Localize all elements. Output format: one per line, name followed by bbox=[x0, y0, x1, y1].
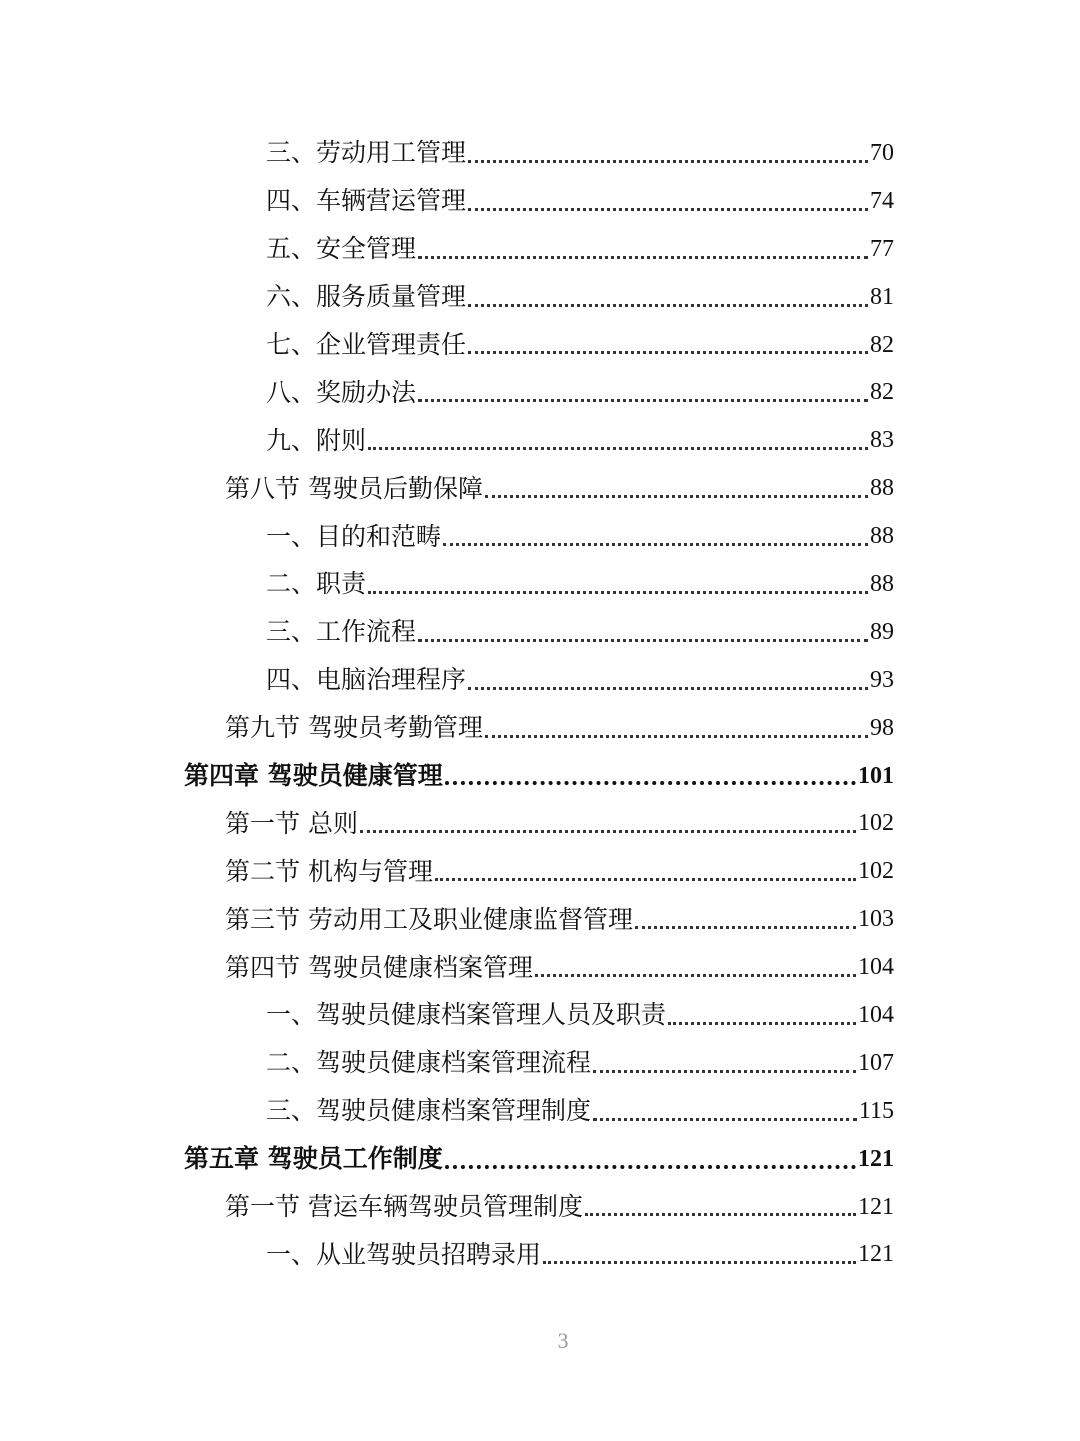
toc-subsection-entry bbox=[0, 560, 1080, 608]
toc-entry-page: 121 bbox=[858, 1145, 894, 1172]
toc-entry-title: 二、驾驶员健康档案管理流程 bbox=[266, 1048, 592, 1078]
toc-entry-page: 107 bbox=[858, 1049, 894, 1076]
toc-entry-title: 第二节 机构与管理 bbox=[225, 856, 433, 886]
toc-subsection-entry bbox=[0, 1039, 1080, 1087]
toc-dot-leader bbox=[368, 447, 868, 450]
toc-chapter-entry bbox=[0, 1135, 1080, 1183]
toc-entry-page: 88 bbox=[870, 475, 894, 502]
page-number: 3 bbox=[557, 1328, 569, 1353]
toc-entry-page: 103 bbox=[858, 906, 894, 933]
toc-dot-leader bbox=[593, 1070, 856, 1073]
toc-dot-leader bbox=[543, 1261, 856, 1264]
toc-entry-page: 82 bbox=[870, 331, 894, 358]
toc-dot-leader bbox=[360, 830, 856, 833]
toc-dot-leader bbox=[485, 735, 868, 738]
toc-entry-title: 一、从业驾驶员招聘录用 bbox=[266, 1239, 542, 1269]
toc-entry-title: 一、驾驶员健康档案管理人员及职责 bbox=[266, 1000, 667, 1030]
toc-dot-leader bbox=[593, 1118, 857, 1121]
toc-section-entry bbox=[0, 847, 1080, 895]
toc-entry-page: 115 bbox=[858, 1097, 894, 1124]
toc-dot-leader bbox=[445, 1165, 856, 1169]
toc-entry-page: 82 bbox=[870, 379, 894, 406]
toc-entry-title: 第一节 总则 bbox=[225, 808, 358, 838]
toc-entry-page: 74 bbox=[870, 187, 894, 214]
toc-subsection-entry bbox=[0, 321, 1080, 369]
toc-entry-title: 第四节 驾驶员健康档案管理 bbox=[225, 952, 533, 982]
toc-entry-title: 第一节 营运车辆驾驶员管理制度 bbox=[225, 1192, 583, 1222]
toc-entry-title: 四、电脑治理程序 bbox=[266, 665, 467, 695]
toc-entry-page: 104 bbox=[858, 1001, 894, 1028]
toc-entry-title: 第九节 驾驶员考勤管理 bbox=[225, 713, 483, 743]
toc-entry-page: 88 bbox=[870, 570, 894, 597]
toc-entry-page: 98 bbox=[870, 714, 894, 741]
toc-section-entry bbox=[0, 1183, 1080, 1231]
toc-entry-title: 六、服务质量管理 bbox=[266, 282, 467, 312]
toc-entry-page: 89 bbox=[870, 618, 894, 645]
toc-entry-page: 88 bbox=[870, 523, 894, 550]
toc-entry-page: 77 bbox=[870, 235, 894, 262]
toc-subsection-entry bbox=[0, 273, 1080, 321]
toc-entry-title: 五、安全管理 bbox=[266, 234, 417, 264]
toc-subsection-entry bbox=[0, 656, 1080, 704]
toc-entry-page: 102 bbox=[858, 810, 894, 837]
toc-dot-leader bbox=[468, 351, 868, 354]
toc-dot-leader bbox=[445, 781, 856, 785]
toc-dot-leader bbox=[535, 974, 856, 977]
toc-subsection-entry bbox=[0, 608, 1080, 656]
toc-entry-title: 二、职责 bbox=[266, 569, 367, 599]
toc-entry-title: 一、目的和范畴 bbox=[266, 521, 442, 551]
toc-section-entry bbox=[0, 943, 1080, 991]
toc-chapter-entry bbox=[0, 752, 1080, 800]
toc-entry-title: 第三节 劳动用工及职业健康监督管理 bbox=[225, 904, 633, 934]
toc-dot-leader bbox=[635, 926, 856, 929]
toc-entry-page: 104 bbox=[858, 954, 894, 981]
toc-subsection-entry bbox=[0, 225, 1080, 273]
toc-entry-title: 三、驾驶员健康档案管理制度 bbox=[266, 1096, 592, 1126]
toc-entry-page: 93 bbox=[870, 666, 894, 693]
toc-subsection-entry bbox=[0, 416, 1080, 464]
toc-entry-page: 83 bbox=[870, 427, 894, 454]
toc-entry-title: 九、附则 bbox=[266, 425, 367, 455]
toc-section-entry bbox=[0, 799, 1080, 847]
toc-dot-leader bbox=[468, 160, 868, 163]
toc-entry-title: 四、车辆营运管理 bbox=[266, 186, 467, 216]
toc-subsection-entry bbox=[0, 1230, 1080, 1278]
toc-subsection-entry bbox=[0, 129, 1080, 177]
table-of-contents bbox=[0, 129, 1080, 1278]
toc-entry-title: 八、奖励办法 bbox=[266, 377, 417, 407]
toc-dot-leader bbox=[368, 591, 868, 594]
toc-entry-title: 第五章 驾驶员工作制度 bbox=[184, 1144, 443, 1174]
toc-subsection-entry bbox=[0, 177, 1080, 225]
toc-dot-leader bbox=[468, 687, 868, 690]
toc-entry-title: 七、企业管理责任 bbox=[266, 330, 467, 359]
toc-dot-leader bbox=[418, 399, 868, 402]
toc-section-entry bbox=[0, 895, 1080, 943]
toc-entry-title: 第四章 驾驶员健康管理 bbox=[184, 761, 443, 791]
toc-dot-leader bbox=[435, 878, 856, 881]
toc-dot-leader bbox=[468, 208, 868, 211]
toc-dot-leader bbox=[418, 639, 868, 642]
toc-subsection-entry bbox=[0, 512, 1080, 560]
toc-section-entry bbox=[0, 704, 1080, 752]
toc-subsection-entry bbox=[0, 368, 1080, 416]
toc-entry-page: 121 bbox=[858, 1193, 894, 1220]
toc-dot-leader bbox=[418, 256, 868, 259]
toc-dot-leader bbox=[443, 543, 868, 546]
toc-dot-leader bbox=[485, 495, 868, 498]
toc-entry-title: 三、工作流程 bbox=[266, 617, 417, 647]
toc-entry-page: 81 bbox=[870, 283, 894, 310]
toc-dot-leader bbox=[468, 304, 868, 307]
toc-dot-leader bbox=[668, 1022, 856, 1025]
toc-entry-page: 102 bbox=[858, 858, 894, 885]
toc-entry-page: 121 bbox=[858, 1241, 894, 1268]
toc-entry-page: 101 bbox=[858, 762, 894, 789]
toc-section-entry bbox=[0, 464, 1080, 512]
toc-dot-leader bbox=[585, 1213, 856, 1216]
toc-entry-title: 三、劳动用工管理 bbox=[266, 138, 467, 168]
toc-subsection-entry bbox=[0, 1087, 1080, 1135]
toc-entry-page: 70 bbox=[870, 139, 894, 166]
toc-entry-title: 第八节 驾驶员后勤保障 bbox=[225, 473, 483, 503]
toc-subsection-entry bbox=[0, 991, 1080, 1039]
